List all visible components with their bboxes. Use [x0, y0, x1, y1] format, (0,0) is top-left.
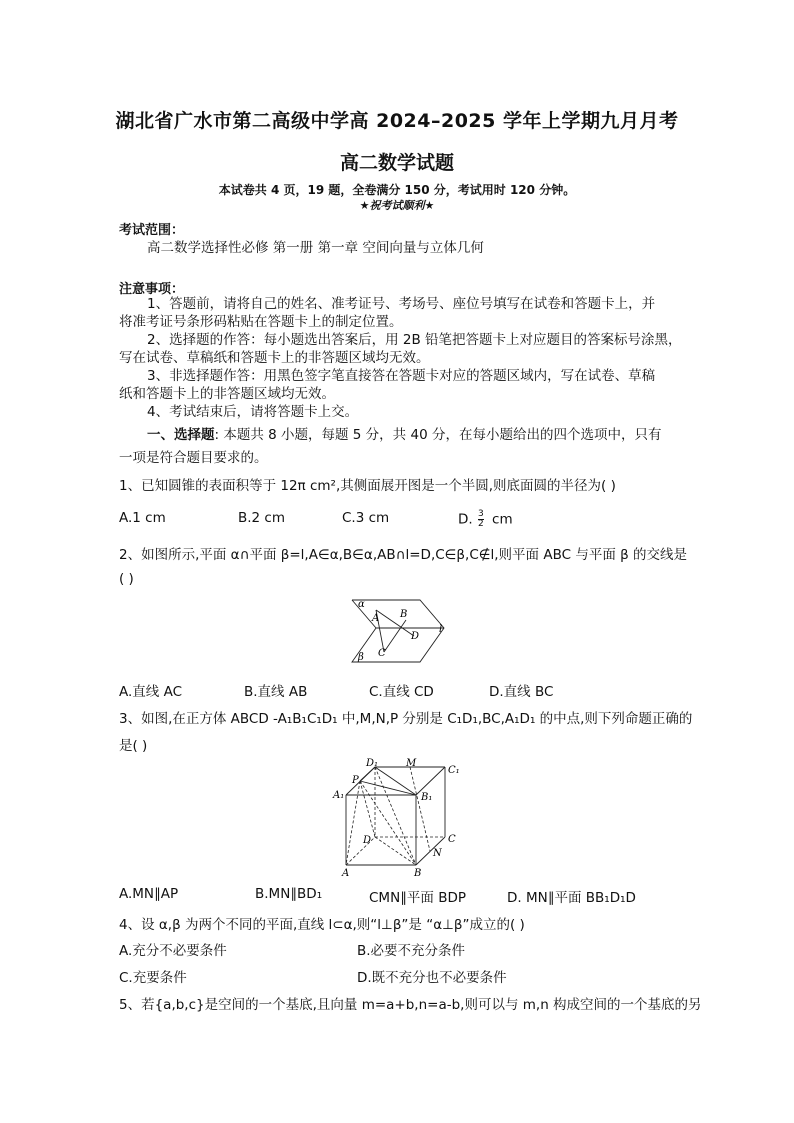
q4-option-d: D.既不充分也不必要条件	[357, 970, 507, 986]
label-d: D	[411, 631, 420, 642]
section-1-text-line2: 一项是符合题目要求的。	[119, 450, 268, 466]
label-l: l	[439, 624, 443, 635]
note-line: 4、考试结束后，请将答题卡上交。	[147, 404, 359, 420]
label-a1: A₁	[333, 790, 345, 801]
label-c: C	[378, 648, 386, 659]
q3-cube-figure	[330, 755, 470, 879]
label-d: D	[363, 835, 372, 846]
exam-wish: ★祝考试顺利★	[359, 199, 435, 212]
q3-option-c: CMN∥平面 BDP	[369, 890, 467, 906]
solid-segments	[360, 767, 416, 795]
q3-option-a: A.MN∥AP	[119, 886, 179, 902]
note-line: 2、选择题的作答：每小题选出答案后，用 2B 铅笔把答题卡上对应题目的答案标号涂黑，	[147, 332, 682, 348]
scope-label: 考试范围：	[119, 223, 185, 238]
q4-stem: 4、设 α,β 为两个不同的平面,直线 l⊂α,则“l⊥β”是 “α⊥β”成立的( )	[119, 917, 525, 933]
label-p: P	[352, 775, 359, 786]
label-a: A	[342, 868, 350, 879]
q3-option-b: B.MN∥BD₁	[255, 886, 323, 902]
exam-subtitle: 高二数学试题	[339, 152, 454, 174]
q1-stem: 1、已知圆锥的表面积等于 12π cm²,其侧面展开图是一个半圆,则底面圆的半径为( )	[119, 478, 616, 494]
q2-option-c: C.直线 CD	[369, 684, 434, 700]
segment-ab	[376, 610, 414, 636]
note-line: 3、非选择题作答：用黑色签字笔直接答在答题卡对应的答题区域内，写在试卷、草稿	[147, 368, 656, 384]
q3-stem: 3、如图,在正方体 ABCD -A₁B₁C₁D₁ 中,M,N,P 分别是 C₁D₁,BC,A₁D₁ 的中点,则下列命题正确的	[119, 711, 693, 727]
label-beta: β	[358, 652, 364, 663]
exam-info: 本试卷共 4 页，19 题，全卷满分 150 分，考试用时 120 分钟。	[218, 183, 576, 197]
label-b: B	[400, 609, 408, 620]
q5-stem: 5、若{a,b,c}是空间的一个基底,且向量 m=a+b,n=a-b,则可以与 m,n 构成空间的一个基底的另	[119, 997, 702, 1013]
q4-option-b: B.必要不充分条件	[357, 943, 466, 959]
label-a: A	[372, 613, 380, 624]
q2-stem: 2、如图所示,平面 α∩平面 β=l,A∈α,B∈α,AB∩l=D,C∈β,C∉l,则平面 ABC 与平面 β 的交线是	[119, 547, 688, 563]
label-m: M	[406, 758, 417, 769]
q3-option-d: D. MN∥平面 BB₁D₁D	[507, 890, 636, 906]
label-c: C	[448, 834, 456, 845]
label-b1: B₁	[421, 792, 433, 803]
q2-stem-line2: ( )	[119, 571, 134, 587]
q3-stem-line2: 是( )	[119, 738, 148, 754]
note-line: 将准考证号条形码粘贴在答题卡上的制定位置。	[119, 314, 403, 330]
q2-option-a: A.直线 AC	[119, 684, 183, 700]
label-alpha: α	[358, 599, 365, 610]
section-1-intro	[147, 425, 661, 445]
q4-option-a: A.充分不必要条件	[119, 943, 227, 959]
scope-content: 高二数学选择性必修 第一册 第一章 空间向量与立体几何	[147, 240, 484, 256]
q2-figure	[340, 594, 455, 672]
note-line: 纸和答题卡上的非答题区域均无效。	[119, 386, 335, 402]
q1-option-a: A.1 cm	[119, 510, 166, 526]
q1-option-c: C.3 cm	[342, 510, 390, 526]
label-d1: D₁	[366, 758, 379, 769]
q1-option-b: B.2 cm	[238, 510, 286, 526]
label-b: B	[414, 868, 422, 879]
segment-cb	[384, 620, 406, 652]
exam-title: 湖北省广水市第二高级中学高 2024–2025 学年上学期九月月考	[115, 110, 679, 132]
q2-option-d: D.直线 BC	[489, 684, 554, 700]
label-c1: C₁	[448, 765, 460, 776]
q4-option-c: C.充要条件	[119, 970, 187, 986]
q1-option-d-fraction: $\frac{3}{2}$	[477, 509, 484, 529]
section-1-head: 一、选择题	[147, 427, 215, 443]
note-line: 写在试卷、草稿纸和答题卡上的非答题区域均无效。	[119, 350, 430, 366]
note-line: 1、答题前，请将自己的姓名、准考证号、考场号、座位号填写在试卷和答题卡上，并	[147, 296, 656, 312]
q2-option-b: B.直线 AB	[244, 684, 308, 700]
label-n: N	[433, 848, 442, 859]
q1-option-d: D. $\frac{3}{2}$ cm	[458, 509, 513, 529]
notes-label: 注意事项：	[119, 282, 185, 297]
section-1-text: : 本题共 8 小题，每题 5 分，共 40 分，在每小题给出的四个选项中，只有	[214, 427, 662, 443]
